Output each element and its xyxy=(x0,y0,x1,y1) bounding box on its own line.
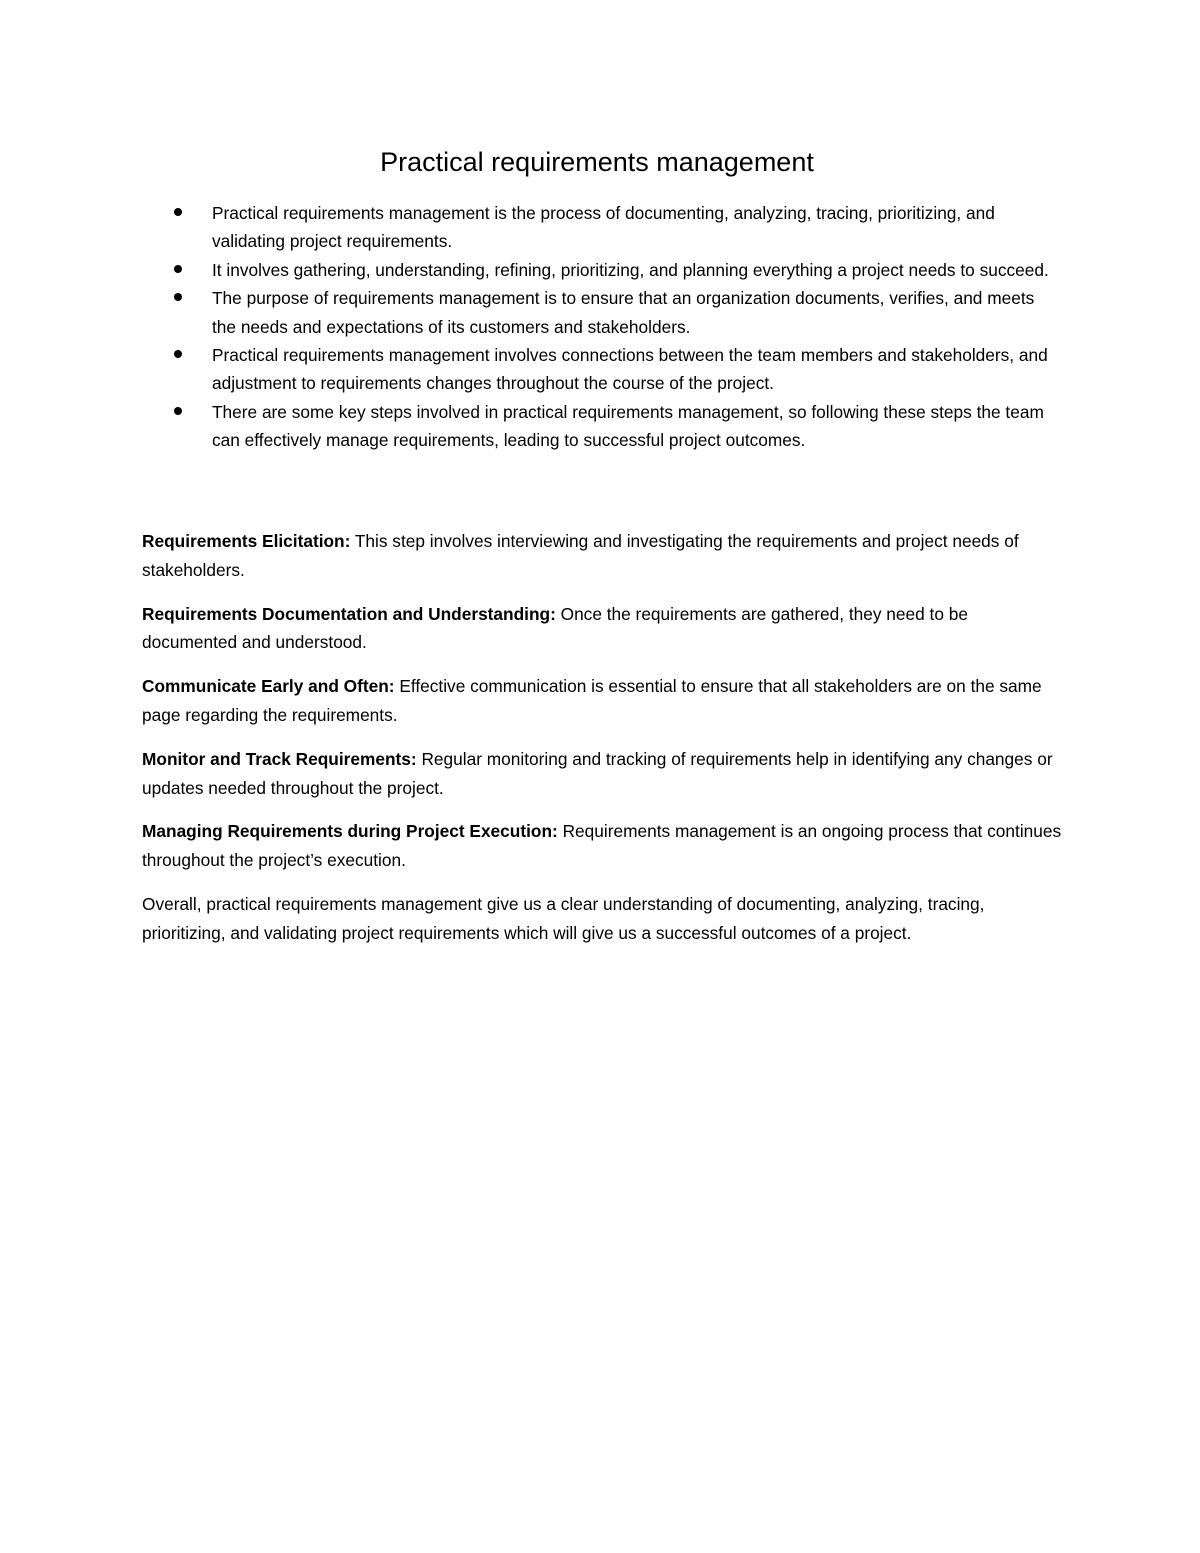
section-monitor xyxy=(142,745,1062,803)
bullet-dot-icon xyxy=(174,208,182,216)
bullet-item xyxy=(142,256,1062,284)
bullet-dot-icon xyxy=(174,293,182,301)
bullet-dot-icon xyxy=(174,265,182,273)
bullet-text: The purpose of requirements management is to ensure that an organization documents, verifies, and meets the needs and expectations of its customers and stakeholders. xyxy=(212,288,1035,337)
section-text: Effective communication is essential to ensure that all stakeholders are on the same page regarding the requirements. xyxy=(142,676,1042,725)
step-sections xyxy=(142,527,1062,963)
section-heading: Monitor and Track Requirements: xyxy=(142,748,417,769)
bullet-dot-icon xyxy=(174,407,182,415)
bullet-text: Practical requirements management involves connections between the team members and stakeholders, and adjustment to requirements changes throughout the course of the project. xyxy=(212,345,1048,394)
section-communicate xyxy=(142,672,1062,730)
bullet-item xyxy=(142,199,1062,256)
bullet-item xyxy=(142,284,1062,341)
conclusion-paragraph: Overall, practical requirements management give us a clear understanding of documenting, analyzing, tracing, prioritizing, and validating project requirements which will give us a successful outcomes of a project. xyxy=(142,893,985,943)
bullet-list xyxy=(142,199,1062,455)
document-title: Practical requirements management xyxy=(380,147,814,177)
section-text: This step involves interviewing and investigating the requirements and project needs of stakeholders. xyxy=(142,531,1019,580)
section-text: Regular monitoring and tracking of requirements help in identifying any changes or updates needed throughout the project. xyxy=(142,748,1053,798)
section-heading: Requirements Elicitation: xyxy=(142,531,351,551)
section-elicitation xyxy=(142,527,1062,585)
bullet-text: It involves gathering, understanding, refining, prioritizing, and planning everything a project needs to succeed. xyxy=(212,259,1049,280)
bullet-text: There are some key steps involved in practical requirements management, so following these steps the team can effectively manage requirements, leading to successful project outcomes. xyxy=(212,401,1044,451)
bullet-item xyxy=(142,341,1062,398)
section-heading: Communicate Early and Often: xyxy=(142,676,395,697)
section-heading: Requirements Documentation and Understanding: xyxy=(142,603,556,624)
bullet-text: Practical requirements management is the process of documenting, analyzing, tracing, prioritizing, and validating project requirements. xyxy=(212,203,995,252)
section-managing xyxy=(142,817,1062,875)
bullet-dot-icon xyxy=(174,350,182,358)
bullet-item xyxy=(142,398,1062,455)
section-documentation xyxy=(142,600,1062,658)
section-text: Once the requirements are gathered, they need to be documented and understood. xyxy=(142,603,968,653)
section-heading: Managing Requirements during Project Execution: xyxy=(142,821,558,842)
section-text: Requirements management is an ongoing process that continues throughout the project’s execution. xyxy=(142,821,1062,871)
